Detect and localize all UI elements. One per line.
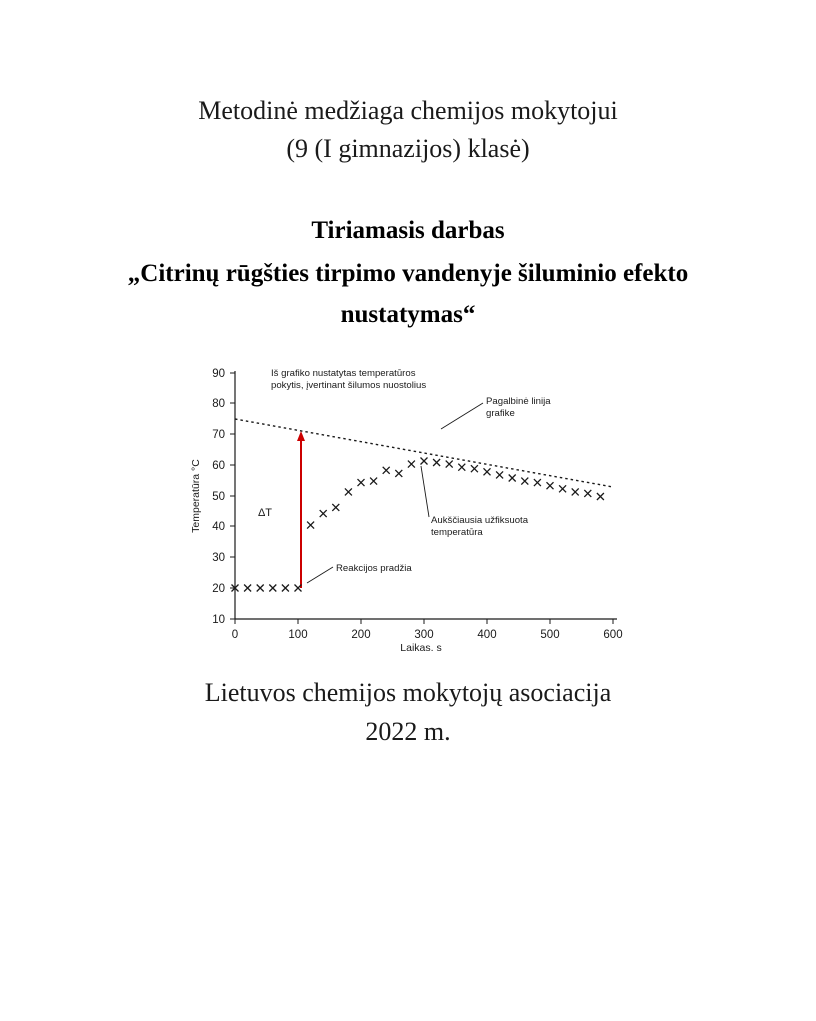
document-header [0,92,816,167]
x-tick-200: 200 [351,628,371,641]
y-tick-80: 80 [212,397,225,410]
y-axis-tick-labels [212,368,225,626]
annotation-auxiliary-line-line1: Pagalbinė linija [486,395,551,407]
delta-t-label: ΔT [257,506,273,519]
title-line-1: Tiriamasis darbas [311,217,505,245]
x-tick-500: 500 [540,628,560,641]
y-tick-70: 70 [212,428,225,441]
annotation-max-temperature-line2: temperatūra [431,526,483,538]
y-axis-ticks [230,373,235,619]
data-series-markers [232,457,604,591]
x-tick-300: 300 [414,628,434,641]
y-tick-20: 20 [212,582,225,595]
title-line-3: nustatymas“ [340,301,476,329]
x-tick-0: 0 [231,628,239,641]
y-axis-title: Temperatūra °C [190,458,202,533]
x-tick-100: 100 [288,628,308,641]
annotation-max-temperature-line1: Aukščiausia užfiksuota [431,514,529,526]
auxiliary-dotted-line [235,419,613,487]
annotation-reaction-start [307,563,412,583]
x-axis-ticks [235,619,613,624]
annotation-auxiliary-line-line2: grafike [486,407,515,419]
title-line-2: „Citrinų rūgšties tirpimo vandenyje šiluminio efekto [127,259,689,287]
y-tick-50: 50 [212,490,225,503]
page [0,92,816,1021]
leader-line-reaction-start [307,567,333,583]
footer-line-2: 2022 m. [365,716,451,746]
annotation-temperature-change [271,368,426,391]
y-tick-90: 90 [212,367,225,380]
document-title [0,213,816,332]
annotation-temperature-change-line2: pokytis, įvertinant šilumos nuostolius [271,379,427,391]
annotation-auxiliary-line [441,396,551,429]
leader-line-max-temperature [421,466,429,517]
y-tick-30: 30 [212,551,225,564]
y-tick-40: 40 [212,520,225,533]
delta-t-arrow [297,431,305,588]
annotation-reaction-start-line1: Reakcijos pradžia [336,562,412,574]
leader-line-auxiliary [441,403,483,429]
x-axis-tick-labels [232,629,623,641]
x-tick-600: 600 [603,628,623,641]
document-footer [0,673,816,751]
x-axis-title: Laikas, s [400,641,442,651]
footer-line-1: Lietuvos chemijos mokytojų asociacija [204,677,612,707]
header-line-2: (9 (I gimnazijos) klasė) [286,133,530,163]
chart-figure-wrap [0,351,816,651]
y-tick-10: 10 [212,613,225,626]
y-tick-60: 60 [212,459,225,472]
annotation-temperature-change-line1: Iš grafiko nustatytas temperatūros [271,367,416,379]
chart-svg [173,351,643,651]
x-tick-400: 400 [477,628,497,641]
temperature-time-chart [173,351,643,651]
header-line-1: Metodinė medžiaga chemijos mokytojui [198,96,618,125]
